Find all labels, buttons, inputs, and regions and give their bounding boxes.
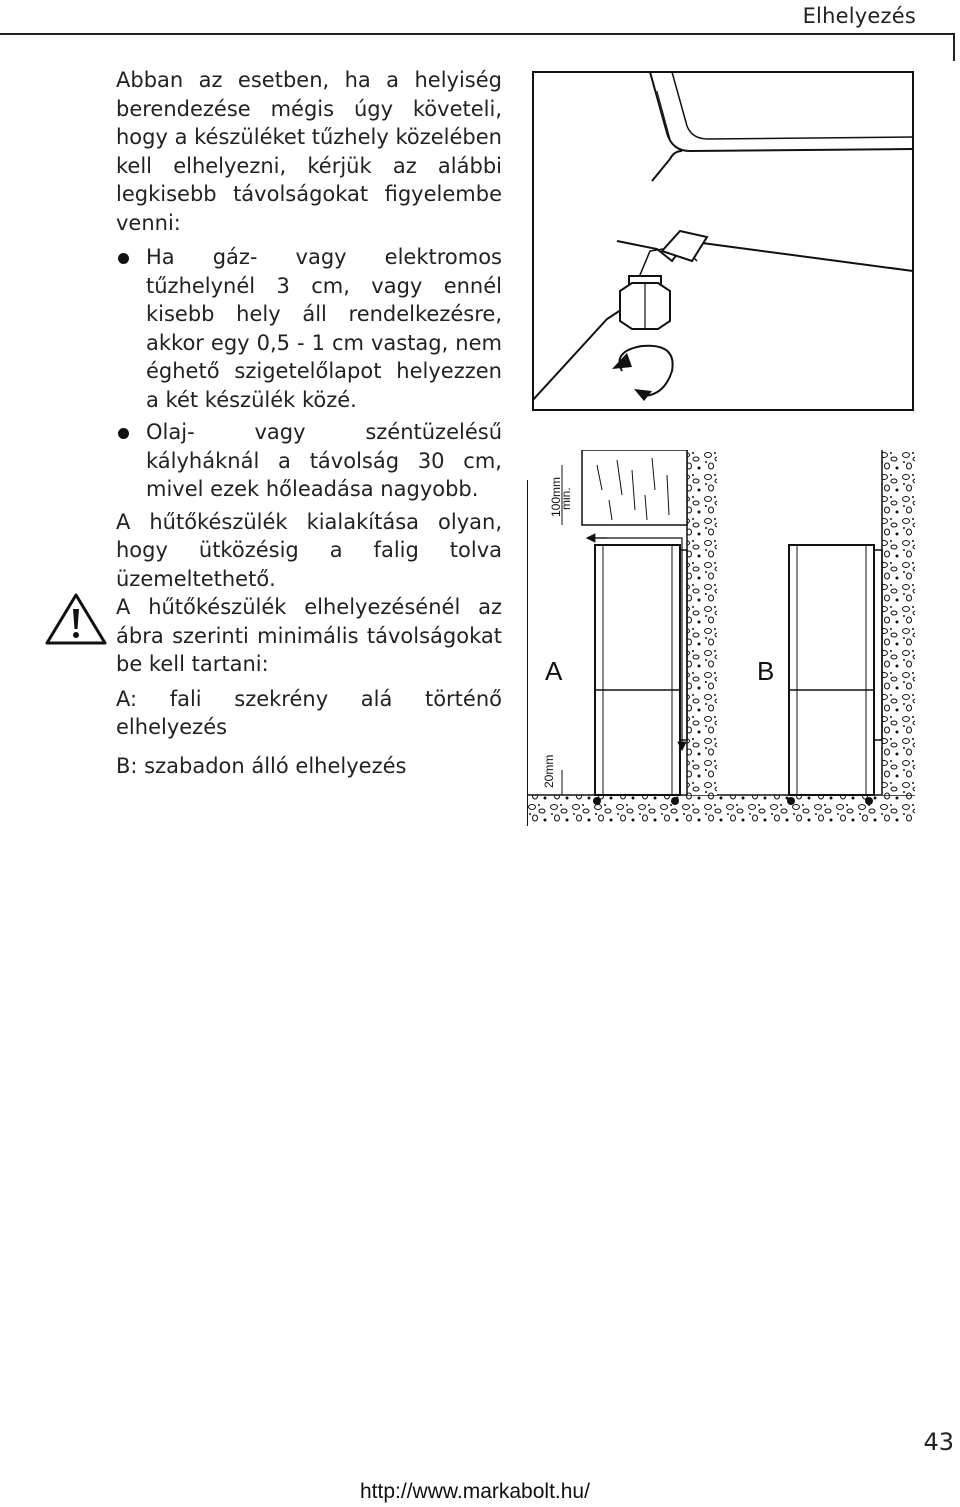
bullet-text: Olaj- vagy széntüzelésű kályháknál a távolság 30 cm, mivel ezek hőleadása nagyobb.	[146, 420, 502, 501]
intro-paragraph: Abban az esetben, ha a helyiség berendezése mégis úgy követeli, hogy a készüléket tűzhely közelében kell elhelyezni, kérjük az alábbi legkisebb távolságokat figyelembe venni:	[116, 68, 502, 235]
placement-distance-diagram	[527, 450, 915, 826]
dimension-100mm-label: 100mm	[549, 476, 563, 517]
bullet-item-gas-electric	[116, 243, 502, 414]
warning-paragraph: A hűtőkészülék elhelyezésénél az ábra szerinti minimális távolságokat be kell tartani:	[116, 595, 502, 676]
warning-triangle-icon	[44, 592, 108, 646]
option-a-text: A: fali szekrény alá történő elhelyezés	[116, 686, 502, 739]
dimension-20mm-label: 20mm	[542, 754, 556, 788]
bullet-item-oil-coal	[116, 418, 502, 504]
header-divider-tick	[953, 33, 955, 61]
page-number: 43	[923, 1428, 954, 1456]
dimension-min-label: min.	[559, 487, 573, 510]
bullet-dot-icon	[118, 253, 129, 264]
leveling-foot-illustration	[532, 71, 914, 411]
wall-paragraph: A hűtőkészülék kialakítása olyan, hogy ütközésig a falig tolva üzemeltethető.	[116, 509, 502, 591]
page-section-title: Elhelyezés	[802, 4, 916, 28]
bullet-text: Ha gáz- vagy elektromos tűzhelynél 3 cm, vagy ennél kisebb hely áll rendelkezésre, akkor egy 0,5 - 1 cm vastag, nem éghető szigetelőlapot helyezzen a két készülék közé.	[146, 245, 502, 412]
label-a: A	[545, 656, 563, 686]
header-divider	[0, 33, 955, 35]
option-b-text: B: szabadon álló elhelyezés	[116, 753, 407, 778]
label-b: B	[757, 656, 775, 686]
main-text-column	[116, 66, 502, 780]
bullet-dot-icon	[118, 428, 129, 439]
distance-bullet-list	[116, 243, 502, 504]
footer-url-link[interactable]: http://www.markabolt.hu/	[360, 1480, 590, 1503]
